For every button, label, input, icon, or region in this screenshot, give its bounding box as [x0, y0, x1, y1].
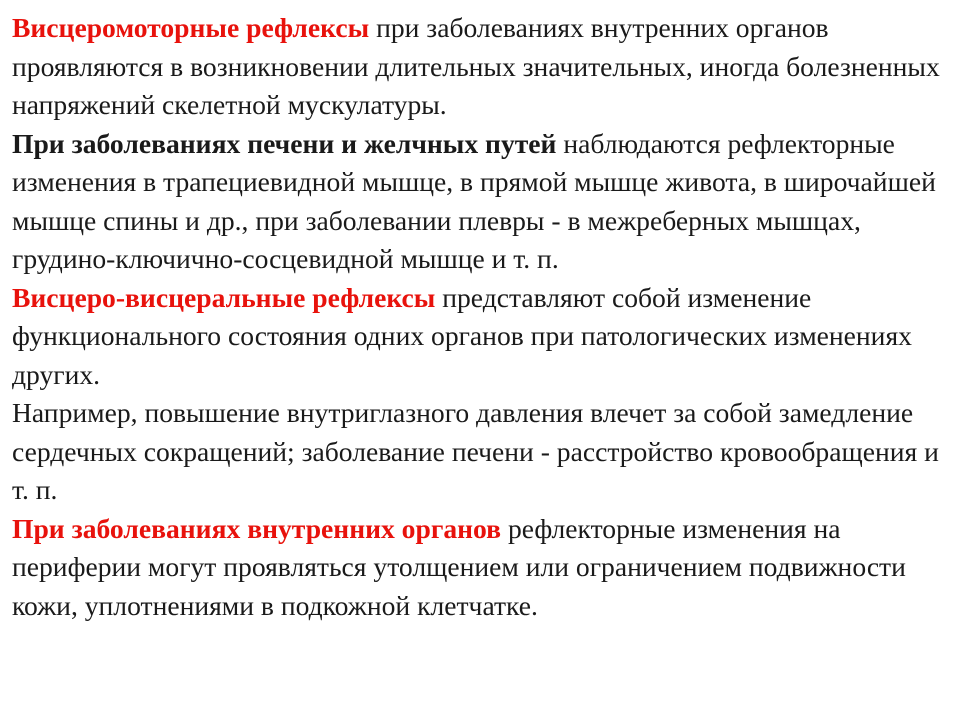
paragraph-viscero-visceral: [12, 279, 948, 395]
paragraph-viscero-visceral-text: представляют собой изменение функционального состояния одних органов при патологических изменениях других.: [12, 281, 912, 390]
paragraph-liver-diseases-text: наблюдаются рефлекторные изменения в трапециевидной мышце, в прямой мышце живота, в широчайшей мышце спины и др., при заболевании плевры - в межреберных мышцах, грудино-ключично-сосцевидной мышце и т. п.: [12, 127, 936, 274]
paragraph-internal-organs: [12, 510, 948, 626]
term-internal-organ-diseases: При заболеваниях внутренних органов: [12, 512, 502, 544]
paragraph-visceromotor-text: при заболеваниях внутренних органов проявляются в возникновении длительных значительных, иногда болезненных напряжений скелетной мускулатуры.: [12, 12, 940, 120]
paragraph-visceromotor: [12, 9, 948, 125]
term-liver-diseases: При заболеваниях печени и желчных путей: [12, 127, 557, 159]
term-viscero-visceral-reflexes: Висцеро-висцеральные рефлексы: [12, 281, 436, 313]
paragraph-liver-diseases: [12, 125, 948, 279]
paragraph-example-text: Например, повышение внутриглазного давления влечет за собой замедление сердечных сокращений; заболевание печени - расстройство кровообращения и т. п.: [12, 397, 939, 505]
paragraph-internal-organs-text: рефлекторные изменения на периферии могут проявляться утолщением или ограничением подвижности кожи, уплотнениями в подкожной клетчатке.: [12, 512, 906, 621]
term-visceromotor-reflexes: Висцеромоторные рефлексы: [12, 12, 370, 43]
slide-text-body: [12, 9, 948, 625]
paragraph-example: [12, 394, 948, 510]
